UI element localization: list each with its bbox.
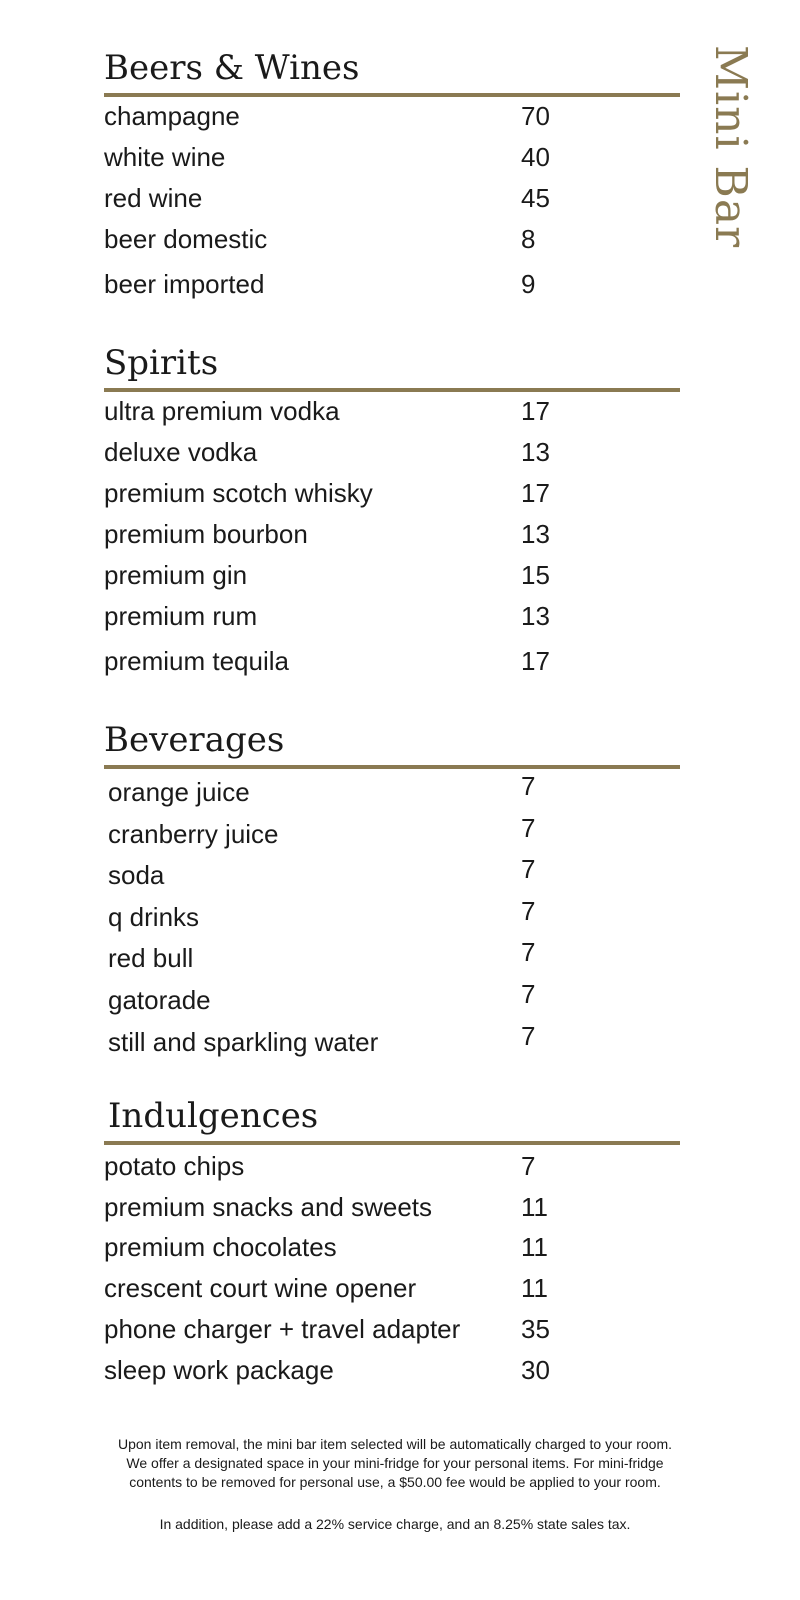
menu-item [104, 223, 680, 255]
menu-item [104, 854, 680, 891]
item-price: 11 [521, 1232, 548, 1262]
menu-item [104, 518, 680, 550]
item-price: 17 [521, 478, 550, 508]
menu-item [104, 1272, 680, 1304]
menu-item [104, 1354, 680, 1386]
item-price: 9 [521, 269, 536, 299]
item-name: premium rum [104, 601, 258, 631]
item-price: 70 [521, 101, 550, 131]
item-price: 13 [521, 519, 550, 549]
item-name: beer imported [104, 269, 265, 299]
menu-item [104, 436, 680, 468]
item-name: premium snacks and sweets [104, 1192, 433, 1222]
item-name: premium chocolates [104, 1232, 337, 1262]
section-beverages [104, 720, 680, 1057]
menu-item [104, 600, 680, 632]
item-name: premium gin [104, 560, 248, 590]
page-title: Mini Bar [705, 45, 756, 249]
menu-item [104, 771, 680, 808]
item-name: premium tequila [104, 646, 289, 676]
item-name: red wine [104, 183, 203, 213]
footer-line: Upon item removal, the mini bar item selected will be automatically charged to your room. [117, 1436, 673, 1452]
menu-item [104, 1021, 680, 1058]
menu-item [104, 979, 680, 1016]
item-price: 35 [521, 1314, 550, 1344]
footer-tax-note [90, 1515, 700, 1534]
item-price: 13 [521, 437, 550, 467]
item-name: beer domestic [104, 224, 268, 254]
item-price: 15 [521, 560, 550, 590]
item-price: 7 [521, 854, 536, 884]
item-price: 45 [521, 183, 550, 213]
item-name: potato chips [104, 1151, 245, 1181]
item-price: 17 [521, 396, 550, 426]
menu-item [104, 268, 680, 300]
item-price: 40 [521, 142, 550, 172]
item-name: champagne [104, 101, 240, 131]
item-price: 7 [521, 937, 536, 967]
item-name: gatorade [108, 985, 211, 1015]
footer-line: We offer a designated space in your mini-fridge for your personal items. For mini-fridge [126, 1455, 664, 1471]
menu-item [104, 100, 680, 132]
footer-line: contents to be removed for personal use, a $50.00 fee would be applied to your room. [129, 1474, 661, 1490]
item-name: orange juice [108, 777, 250, 807]
menu-item [104, 1191, 680, 1223]
menu-item [104, 1313, 680, 1345]
menu-item [104, 395, 680, 427]
item-price: 7 [521, 979, 536, 1009]
item-name: cranberry juice [108, 819, 279, 849]
section-heading: Spirits [104, 345, 680, 392]
menu-item [104, 896, 680, 933]
item-name: q drinks [108, 902, 200, 932]
item-name: still and sparkling water [108, 1027, 379, 1057]
item-price: 17 [521, 646, 550, 676]
item-name: deluxe vodka [104, 437, 258, 467]
section-heading: Beverages [104, 722, 680, 769]
menu-item [104, 1150, 680, 1182]
menu-item [104, 182, 680, 214]
item-price: 11 [521, 1192, 548, 1222]
item-price: 11 [521, 1273, 548, 1303]
item-price: 7 [521, 896, 536, 926]
menu-item [104, 559, 680, 591]
item-name: soda [108, 860, 165, 890]
item-name: premium scotch whisky [104, 478, 373, 508]
menu-item [104, 477, 680, 509]
footer-notice [90, 1435, 700, 1492]
menu-item [104, 141, 680, 173]
item-name: crescent court wine opener [104, 1273, 417, 1303]
section-heading: Indulgences [104, 1098, 680, 1145]
item-price: 7 [521, 1151, 536, 1181]
item-price: 7 [521, 1021, 536, 1051]
item-price: 30 [521, 1355, 550, 1385]
item-name: red bull [108, 943, 194, 973]
menu-item [104, 645, 680, 677]
item-price: 7 [521, 813, 536, 843]
section-heading: Beers & Wines [104, 50, 680, 97]
item-name: sleep work package [104, 1355, 334, 1385]
item-name: phone charger + travel adapter [104, 1314, 461, 1344]
item-price: 7 [521, 771, 536, 801]
menu-item [104, 813, 680, 850]
item-name: premium bourbon [104, 519, 308, 549]
footer-line: In addition, please add a 22% service charge, and an 8.25% state sales tax. [159, 1516, 631, 1532]
section-indulgences [104, 1096, 680, 1385]
menu-item [104, 937, 680, 974]
item-name: white wine [104, 142, 226, 172]
item-name: ultra premium vodka [104, 396, 340, 426]
item-price: 13 [521, 601, 550, 631]
item-price: 8 [521, 224, 536, 254]
section-spirits [104, 343, 680, 676]
menu-item [104, 1231, 680, 1263]
section-beers-wines [104, 48, 680, 299]
